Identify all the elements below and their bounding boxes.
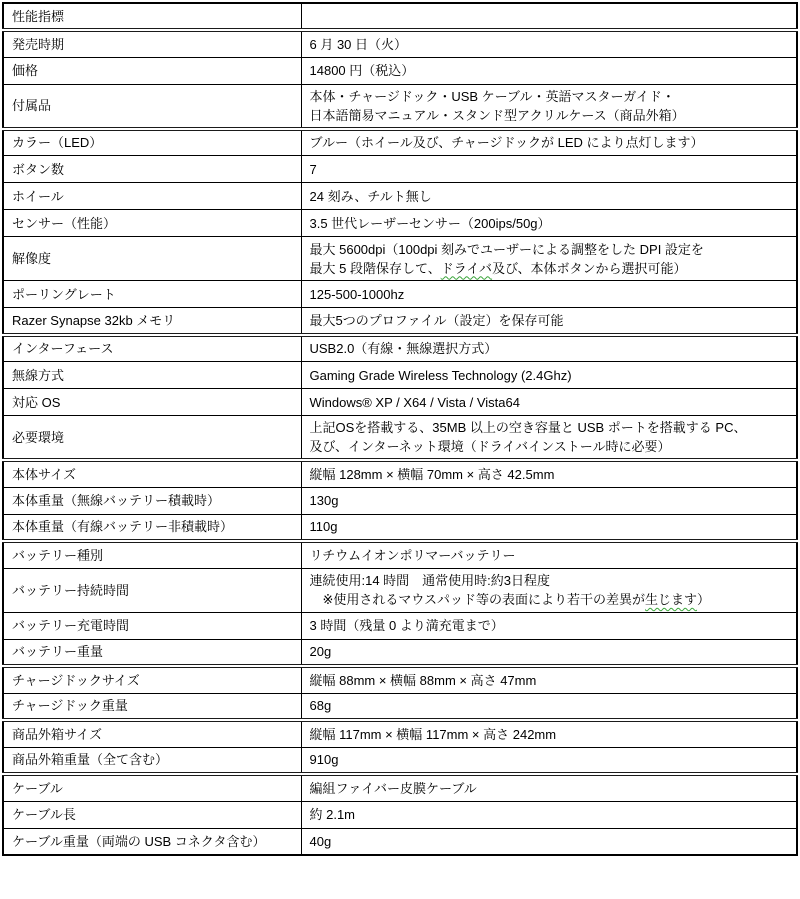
spec-value-text: 約 2.1m (309, 807, 356, 822)
spec-value-text: 本体・チャージドック・USB ケーブル・英語マスターガイド・ (309, 88, 675, 104)
spec-label: Razer Synapse 32kb メモリ (12, 312, 176, 328)
spec-value-text: Gaming Grade Wireless Technology (2.4Ghz) (309, 367, 572, 383)
spec-label: チャージドック重量 (12, 698, 128, 714)
spec-label: ホイール (12, 188, 64, 204)
table-row (3, 774, 797, 801)
spec-table (2, 2, 798, 856)
spec-value-text: 及び、インターネット環境（ドライバインストール時に必要） (309, 439, 671, 454)
spec-label-cell (3, 362, 301, 389)
spec-label: 本体サイズ (12, 466, 76, 482)
spec-value-line (310, 517, 791, 536)
spec-label: 解像度 (12, 251, 52, 266)
spec-label-cell (3, 828, 301, 855)
spec-value-text: 3.5 世代レーザーセンサー（200ips/50g） (309, 215, 551, 231)
spec-label-cell (3, 57, 301, 84)
spec-value-text: 40g (309, 833, 332, 849)
spec-label-cell (3, 774, 301, 801)
table-row (3, 389, 797, 416)
spec-label: カラー（LED） (12, 135, 103, 151)
table-row (3, 541, 797, 568)
spec-value-cell (301, 84, 797, 129)
spec-label-cell (3, 693, 301, 720)
spec-value-text: 14800 円（税込） (309, 63, 415, 78)
spec-value-line (310, 546, 791, 565)
spec-value-line (310, 616, 791, 635)
spec-label-cell (3, 541, 301, 568)
table-row (3, 237, 797, 281)
spec-label-cell (3, 487, 301, 514)
spec-label-cell (3, 639, 301, 666)
spec-label-cell (3, 568, 301, 612)
spec-label-cell (3, 416, 301, 461)
spec-value-text: ※使用されるマウスパッド等の表面により若干の差異が (309, 592, 646, 607)
spec-value-text: 3 時間（残量 0 より満充電まで） (309, 618, 504, 633)
table-row (3, 568, 797, 612)
spec-value-text: 最大 5600dpi（100dpi 刻みでユーザーによる調整をした DPI 設定を (309, 241, 704, 257)
spec-value-line (310, 779, 791, 798)
spec-table-body (3, 3, 797, 855)
spec-value-cell (301, 57, 797, 84)
spec-value-text: 縦幅 88mm × 横幅 88mm × 高さ 47mm (309, 672, 537, 688)
spec-label-cell (3, 237, 301, 281)
spec-label-cell (3, 129, 301, 156)
spec-value-cell (301, 460, 797, 487)
table-row (3, 57, 797, 84)
spellcheck-underline-text: ドライバ (440, 260, 493, 276)
spec-value-text: 6 月 30 日（火） (309, 36, 408, 52)
spellcheck-underline-text: 生じます (645, 592, 698, 607)
spec-value-text: 110g (309, 519, 338, 535)
spec-label-cell (3, 666, 301, 693)
spec-label-cell (3, 720, 301, 747)
table-row (3, 801, 797, 828)
spec-value-line (310, 725, 791, 744)
spec-label: ケーブル長 (12, 807, 76, 822)
spec-label-cell (3, 156, 301, 183)
table-row (3, 210, 797, 237)
spec-value-cell (301, 774, 797, 801)
spec-value-text: ブルー（ホイール及び、チャージドックが LED により点灯します） (309, 135, 704, 151)
spec-value-line (310, 339, 791, 358)
spec-value-line (310, 160, 791, 179)
spec-value-line (310, 61, 791, 80)
spec-value-cell (301, 308, 797, 335)
spec-value-line (310, 465, 791, 484)
spec-value-text: 縦幅 117mm × 横幅 117mm × 高さ 242mm (309, 726, 557, 742)
spec-value-line (310, 87, 791, 106)
table-row (3, 183, 797, 210)
spec-value-cell (301, 693, 797, 720)
spec-value-text: 68g (309, 698, 332, 714)
table-row (3, 30, 797, 57)
spec-label-cell (3, 801, 301, 828)
spec-value-cell (301, 389, 797, 416)
spec-value-cell (301, 30, 797, 57)
spec-value-cell (301, 541, 797, 568)
table-row (3, 460, 797, 487)
spec-label-cell (3, 210, 301, 237)
spec-label: 本体重量（無線バッテリー積載時） (12, 493, 221, 508)
spec-label: ケーブル重量（両端の USB コネクタ含む） (12, 833, 266, 849)
spec-value-line (310, 187, 791, 206)
spec-value-cell (301, 747, 797, 774)
table-row (3, 3, 797, 30)
spec-value-text: 130g (309, 493, 339, 508)
spec-label: 性能指標 (12, 8, 65, 24)
spec-label: 価格 (12, 63, 39, 78)
spec-label: チャージドックサイズ (12, 672, 140, 688)
spec-value-cell (301, 828, 797, 855)
spec-value-text: 最大5つのプロファイル（設定）を保存可能 (309, 312, 564, 328)
spec-value-text: ） (697, 592, 711, 607)
spec-value-cell (301, 281, 797, 308)
spec-value-cell (301, 568, 797, 612)
spec-label-cell (3, 30, 301, 57)
table-row (3, 639, 797, 666)
spec-value-line (310, 240, 791, 259)
table-row (3, 129, 797, 156)
table-row (3, 720, 797, 747)
spec-label: バッテリー種別 (12, 547, 104, 563)
spec-value-line (310, 311, 791, 330)
spec-value-cell (301, 720, 797, 747)
spec-label-cell (3, 389, 301, 416)
spec-label: ポーリングレート (12, 286, 116, 302)
spec-value-line (310, 437, 791, 456)
spec-value-line (310, 671, 791, 690)
spec-label-cell (3, 514, 301, 541)
spec-label-cell (3, 460, 301, 487)
spec-label: ケーブル (12, 780, 63, 796)
spec-label-cell (3, 183, 301, 210)
spec-value-text: USB2.0（有線・無線選択方式） (309, 341, 498, 357)
table-row (3, 156, 797, 183)
spec-label: 商品外箱重量（全て含む） (12, 752, 169, 768)
table-row (3, 693, 797, 720)
table-row (3, 281, 797, 308)
spec-value-line (310, 366, 791, 385)
spec-value-cell (301, 487, 797, 514)
table-row (3, 514, 797, 541)
spec-label: 対応 OS (12, 394, 61, 410)
spec-label: バッテリー充電時間 (12, 618, 130, 633)
spec-value-line (310, 393, 791, 412)
spec-label: ボタン数 (12, 161, 65, 177)
spec-value-line (310, 696, 791, 715)
table-row (3, 612, 797, 639)
spec-value-line (310, 133, 791, 152)
spec-label-cell (3, 308, 301, 335)
table-row (3, 828, 797, 855)
spec-value-cell (301, 639, 797, 666)
spec-value-line (310, 805, 791, 824)
spec-label: バッテリー持続時間 (12, 582, 130, 598)
spec-label: 本体重量（有線バッテリー非積載時） (12, 519, 234, 535)
spec-value-cell (301, 612, 797, 639)
spec-value-line (310, 35, 791, 54)
spec-label: 付属品 (12, 98, 52, 113)
spec-value-cell (301, 237, 797, 281)
spec-value-cell (301, 801, 797, 828)
spec-label-cell (3, 612, 301, 639)
spec-value-text: 125-500-1000hz (309, 286, 405, 302)
spec-value-text: 7 (309, 161, 317, 177)
spec-value-line (310, 750, 791, 769)
spec-value-line (310, 590, 791, 609)
spec-label: 商品外箱サイズ (12, 726, 102, 742)
spec-label: バッテリー重量 (12, 644, 104, 660)
spec-label-cell (3, 335, 301, 362)
spec-value-cell (301, 183, 797, 210)
table-row (3, 666, 797, 693)
spec-value-line (310, 642, 791, 661)
spec-value-cell (301, 210, 797, 237)
spec-value-line (310, 106, 791, 125)
spec-value-text: 20g (309, 644, 332, 660)
table-row (3, 84, 797, 129)
spec-value-line (310, 214, 791, 233)
spec-value-text: 縦幅 128mm × 横幅 70mm × 高さ 42.5mm (309, 466, 555, 482)
spec-value-cell (301, 335, 797, 362)
spec-value-text: 24 刻み、チルト無し (309, 188, 432, 204)
spec-value-text: 910g (309, 752, 339, 768)
spec-value-cell (301, 3, 797, 30)
spec-value-line (310, 285, 791, 304)
spec-label-cell (3, 3, 301, 30)
table-row (3, 308, 797, 335)
spec-label-cell (3, 84, 301, 129)
spec-label: 必要環境 (12, 429, 65, 445)
spec-value-line (310, 259, 791, 278)
spec-value-text: 日本語簡易マニュアル・スタンド型アクリルケース（商品外箱） (309, 107, 685, 123)
table-row (3, 487, 797, 514)
spec-value-text: Windows® XP / X64 / Vista / Vista64 (309, 394, 520, 410)
spec-value-line (310, 418, 791, 437)
spec-value-cell (301, 416, 797, 461)
spec-value-text: 連続使用:14 時間 通常使用時:約3日程度 (309, 573, 551, 588)
spec-value-text: 編組ファイバー皮膜ケーブル (309, 780, 477, 796)
table-row (3, 335, 797, 362)
spec-label-cell (3, 281, 301, 308)
spec-value-text: 最大 5 段階保存して、 (309, 260, 441, 276)
spec-label: 発売時期 (12, 36, 65, 52)
table-row (3, 362, 797, 389)
spec-label: 無線方式 (12, 367, 65, 383)
spec-label-cell (3, 747, 301, 774)
table-row (3, 416, 797, 461)
spec-value-line (310, 571, 791, 590)
spec-label: インターフェース (12, 341, 114, 357)
spec-label: センサー（性能） (12, 215, 117, 231)
spec-value-cell (301, 666, 797, 693)
spec-value-line (310, 832, 791, 851)
spec-value-text: リチウムイオンポリマーバッテリー (309, 547, 516, 563)
spec-value-cell (301, 514, 797, 541)
spec-value-text: 及び、本体ボタンから選択可能） (492, 260, 687, 276)
table-row (3, 747, 797, 774)
spec-value-text: 上記OSを搭載する、35MB 以上の空き容量と USB ポートを搭載する PC、 (309, 420, 747, 435)
spec-value-line (310, 491, 791, 510)
spec-value-cell (301, 156, 797, 183)
spec-value-cell (301, 129, 797, 156)
spec-value-cell (301, 362, 797, 389)
